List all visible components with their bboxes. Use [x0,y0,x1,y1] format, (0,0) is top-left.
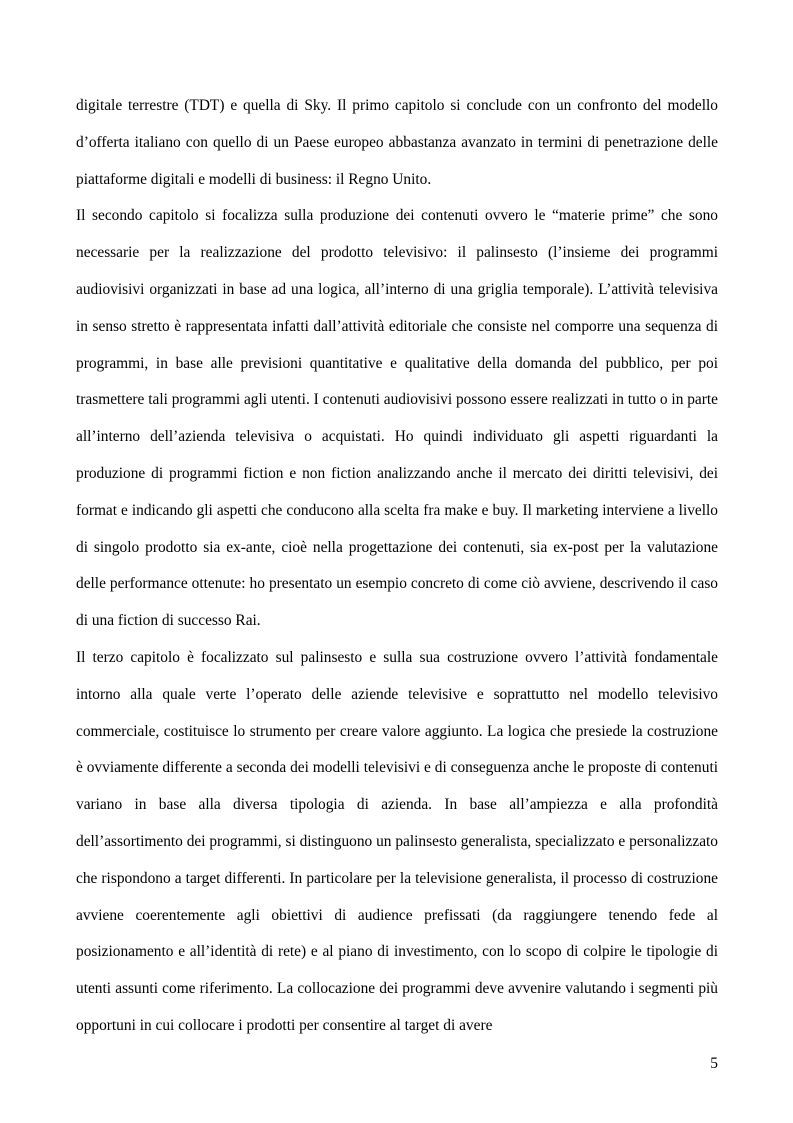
page-number: 5 [710,1055,718,1072]
paragraph-3: Il terzo capitolo è focalizzato sul palinsesto e sulla sua costruzione ovvero l’attività fondamentale intorno alla quale verte l’operato delle aziende televisive e soprattutto nel modello televisivo commerciale, costituisce lo strumento per creare valore aggiunto. La logica che presiede la costruzione è ovviamente differente a seconda dei modelli televisivi e di conseguenza anche le proposte di contenuti variano in base alla diversa tipologia di azienda. In base all’ampiezza e alla profondità dell’assortimento dei programmi, si distinguono un palinsesto generalista, specializzato e personalizzato che rispondono a target differenti. In particolare per la televisione generalista, il processo di costruzione avviene coerentemente agli obiettivi di audience prefissati (da raggiungere tenendo fede al posizionamento e all’identità di rete) e al piano di investimento, con lo scopo di colpire le tipologie di utenti assunti come riferimento. La collocazione dei programmi deve avvenire valutando i segmenti più opportuni in cui collocare i prodotti per consentire al target di avere [76,648,718,1034]
paragraph-2: Il secondo capitolo si focalizza sulla produzione dei contenuti ovvero le “materie prime” che sono necessarie per la realizzazione del prodotto televisivo: il palinsesto (l’insieme dei programmi audiovisivi organizzati in base ad una logica, all’interno di una griglia temporale). L’attività televisiva in senso stretto è rappresentata infatti dall’attività editoriale che consiste nel comporre una sequenza di programmi, in base alle previsioni quantitative e qualitative della domanda del pubblico, per poi trasmettere tali programmi agli utenti. I contenuti audiovisivi possono essere realizzati in tutto o in parte all’interno dell’azienda televisiva o acquistati. Ho quindi individuato gli aspetti riguardanti la produzione di programmi fiction e non fiction analizzando anche il mercato dei diritti televisivi, dei format e indicando gli aspetti che conducono alla scelta fra make e buy. Il marketing interviene a livello di singolo prodotto sia ex-ante, cioè nella progettazione dei contenuti, sia ex-post per la valutazione delle performance ottenute: ho presentato un esempio concreto di come ciò avviene, descrivendo il caso di una fiction di successo Rai. [76,207,718,630]
document-body [76,88,718,1045]
paragraph-1: digitale terrestre (TDT) e quella di Sky. Il primo capitolo si conclude con un confronto del modello d’offerta italiano con quello di un Paese europeo abbastanza avanzato in termini di penetrazione delle piattaforme digitali e modelli di business: il Regno Unito. [76,97,718,188]
